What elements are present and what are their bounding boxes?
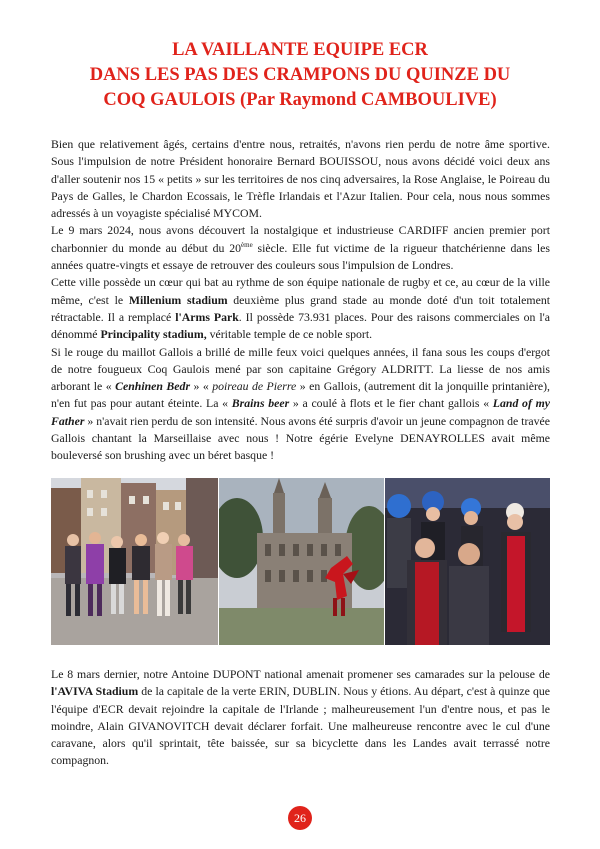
text-span: Cette ville possède un cœur qui bat au rythme de son équipe nationale de rugby et ce, au cœur de la ville même, c'est le [51,275,550,307]
paragraph-dublin [51,666,550,770]
bold-italic-cenhinen: Cenhinen Bedr [115,379,191,394]
text-span: » en Gallois, (autrement dit la jonquille printanière), n'en fut pas pour autant éteinte. La « [51,379,551,411]
photo-strip [51,478,550,645]
article-title [40,38,560,113]
text-span: » « [190,379,213,394]
bold-italic-land: Land of my Father [51,396,550,428]
photo-supporters [385,478,550,645]
text-span: siècle. Elle fut victime de la rigueur thatchérienne dans les années quatre-vingts et essaye de retrouver des couleurs sous l'impulsion de Londres. [51,240,550,273]
text-span: » a coulé à flots et le fier chant gallois « [289,396,493,411]
text-span: deuxième plus grand stade au monde doté d'un toit totalement rétractable. Il a remplacé [51,292,550,324]
bold-millenium: Millenium stadium [128,292,228,307]
paragraph-stadium [51,274,550,343]
title-line-1: LA VAILLANTE EQUIPE ECR [172,40,428,60]
text-span: Si le rouge du maillot Gallois a brillé de mille feux voici quelques années, il fana sous les coups d'ergot de notre fougueux Coq Gaulois mené par son capitaine Grégory ALDRITT. La liesse de nos amis arborant le « [51,344,550,394]
text-span: Le 8 mars dernier, notre Antoine DUPONT national amenait promener ses camarades sur la pelouse de [51,667,550,681]
bold-arms-park: l'Arms Park [175,309,239,324]
text-span: Le 9 mars 2024, nous avons découvert la nostalgique et industrieuse CARDIFF ancien premier port charbonnier du monde au début du 20 [51,223,550,255]
paragraph-match [51,344,550,465]
article-body-bottom [51,666,550,770]
text-span: » n'avait rien perdu de son intensité. Nous avons été surpris d'avoir un jeune compagnon de travée Gallois chantant la Marseillaise avec nous ! Notre égérie Evelyne DENAYROLLES avait même bouleversé son brushing avec un béret basque ! [51,413,550,463]
photo-group-street [51,478,218,645]
photo-castle-dragon [219,478,384,645]
bold-aviva: l'AVIVA Stadium [51,684,139,699]
article-body-top [51,136,550,465]
title-line-3: COQ GAULOIS (Par Raymond CAMBOULIVE) [103,90,497,110]
bold-principality: Principality stadium, [100,327,207,342]
paragraph-cardiff [51,222,550,274]
title-line-2: DANS LES PAS DES CRAMPONS DU QUINZE DU [89,65,511,85]
bold-italic-brains: Brains beer [231,396,290,411]
italic-poireau: poireau de Pierre [212,379,297,394]
paragraph-intro: Bien que relativement âgés, certains d'entre nous, retraités, n'avons rien perdu de notre âme sportive. Sous l'impulsion de notre Président honoraire Bernard BOUISSOU, nous avons décidé voici deux ans d'aller soutenir nos 15 « petits » sur les territoires de nos cinq adversaires, la Rose Anglaise, le Poireau du Pays de Galles, le Chardon Ecossais, le Trèfle Irlandais et l'Azur Italien. Pour cela, nous nous sommes adressés à un voyagiste spécialisé MYCOM. [51,137,550,221]
page-number-badge: 26 [288,806,312,830]
text-span: . Il possède 73.931 places. Pour des raisons commerciales on l'a dénommé [51,309,550,342]
text-span: véritable temple de ce noble sport. [206,327,373,342]
text-span: de la capitale de la verte ERIN, DUBLIN. Nous y étions. Au départ, c'est à quinze que l'équipe d'ECR devait rejoindre la capitale de l'Irlande ; malheureusement l'un d'entre nous, et pas le moindre, Alain GIVANOVITCH devait déclarer forfait. Une malheureuse rencontre avec le cul d'une caravane, alors qu'il sprintait, tête baissée, sur sa bicyclette dans les Landes avait terrassé notre compagnon. [51,684,550,768]
superscript: ème [241,240,253,249]
